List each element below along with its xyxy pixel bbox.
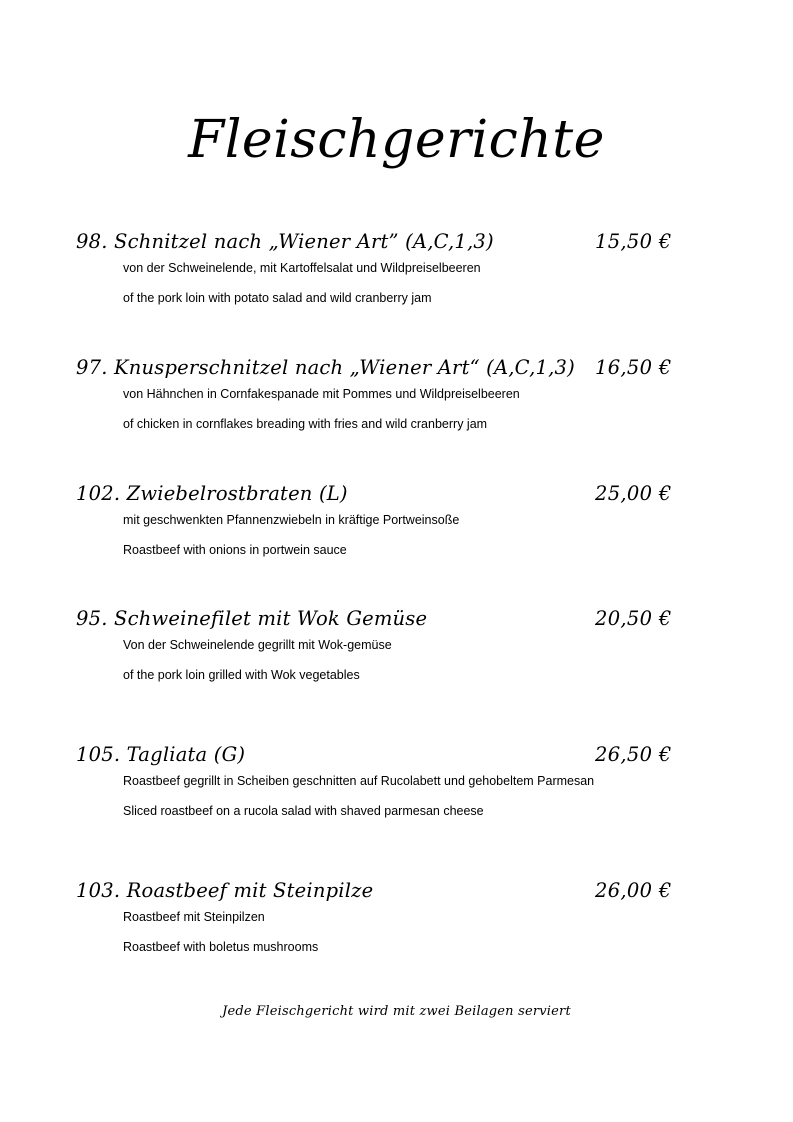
dish-description-en: of the pork loin with potato salad and wild cranberry jam (123, 291, 432, 305)
menu-item-roastbeef (76, 877, 686, 954)
dish-name: 102. Zwiebelrostbraten (L) (76, 482, 348, 505)
dish-price: 20,50 € (595, 607, 672, 630)
dish-description-en: of the pork loin grilled with Wok vegetables (123, 668, 360, 682)
dish-description-en: Sliced roastbeef on a rucola salad with shaved parmesan cheese (123, 804, 484, 818)
dish-name: 98. Schnitzel nach „Wiener Art” (A,C,1,3) (76, 230, 494, 253)
dish-name: 103. Roastbeef mit Steinpilze (76, 879, 374, 902)
dish-price: 26,00 € (595, 879, 672, 902)
menu-item-schweinefilet (76, 605, 686, 682)
menu-item-zwiebelrostbraten (76, 480, 686, 557)
dish-price: 15,50 € (595, 230, 672, 253)
menu-item-tagliata (76, 741, 686, 818)
dish-description-de: Von der Schweinelende gegrillt mit Wok-gemüse (123, 638, 392, 652)
dish-description-de: mit geschwenkten Pfannenzwiebeln in kräftige Portweinsoße (123, 513, 460, 527)
dish-price: 25,00 € (595, 482, 672, 505)
dish-name: 95. Schweinefilet mit Wok Gemüse (76, 607, 428, 630)
page-title: Fleischgerichte (188, 110, 605, 170)
dish-description-en: Roastbeef with boletus mushrooms (123, 940, 319, 954)
menu-item-schnitzel (76, 228, 686, 305)
dish-description-en: Roastbeef with onions in portwein sauce (123, 543, 347, 557)
dish-description-en: of chicken in cornflakes breading with fries and wild cranberry jam (123, 417, 488, 431)
dish-price: 16,50 € (595, 356, 672, 379)
dish-description-de: von Hähnchen in Cornfakespanade mit Pommes und Wildpreiselbeeren (123, 387, 520, 401)
menu-item-knusperschnitzel (76, 354, 686, 431)
dish-description-de: Roastbeef gegrillt in Scheiben geschnitten auf Rucolabett und gehobeltem Parmesan (123, 774, 595, 788)
dish-name: 105. Tagliata (G) (76, 743, 246, 766)
dish-name: 97. Knusperschnitzel nach „Wiener Art“ (A,C,1,3) (76, 356, 575, 379)
dish-description-de: von der Schweinelende, mit Kartoffelsalat und Wildpreiselbeeren (123, 261, 481, 275)
dish-description-de: Roastbeef mit Steinpilzen (123, 910, 265, 924)
dish-price: 26,50 € (595, 743, 672, 766)
footer-note: Jede Fleischgericht wird mit zwei Beilagen serviert (222, 1004, 571, 1019)
